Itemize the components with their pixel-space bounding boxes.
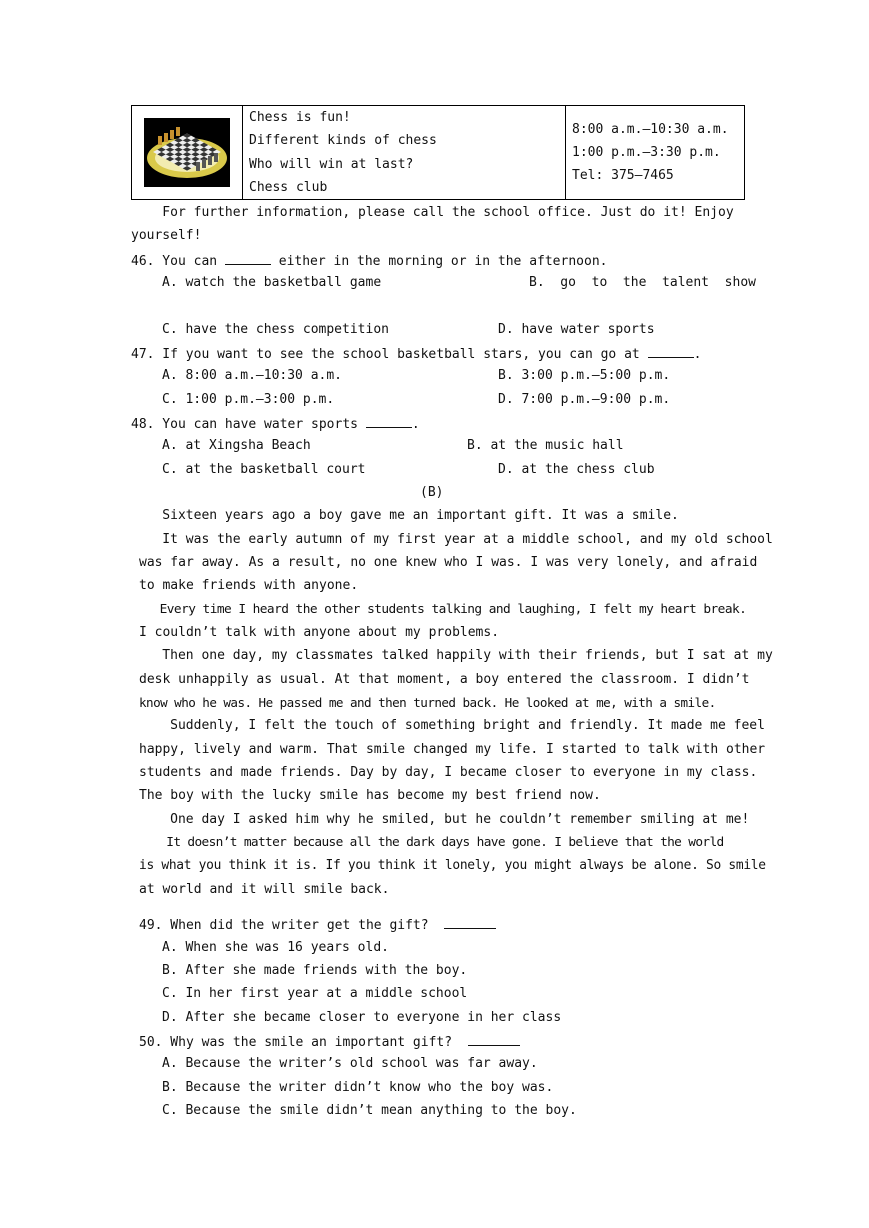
time-line-1: 8:00 a.m.—10:30 a.m. bbox=[572, 121, 729, 137]
q46-option-c: C. have the chess competition bbox=[162, 322, 389, 337]
q49-option-c: C. In her first year at a middle school bbox=[162, 986, 468, 1001]
q47-option-d: D. 7:00 p.m.—9:00 p.m. bbox=[498, 392, 671, 407]
q48-option-b: B. at the music hall bbox=[467, 438, 624, 453]
passage-line: Every time I heard the other students talking and laughing, I felt my heart break. bbox=[131, 602, 747, 617]
passage-line: Then one day, my classmates talked happily with their friends, but I sat at my bbox=[131, 648, 773, 663]
chess-board-image bbox=[144, 118, 230, 187]
passage-line: was far away. As a result, no one knew who I was. I was very lonely, and afraid bbox=[139, 555, 758, 570]
q48-option-c: C. at the basketball court bbox=[162, 462, 366, 477]
answer-blank-48 bbox=[366, 414, 412, 428]
q48-option-a: A. at Xingsha Beach bbox=[162, 438, 311, 453]
passage-line: at world and it will smile back. bbox=[139, 882, 390, 897]
question-49-stem: 49. When did the writer get the gift? bbox=[139, 918, 445, 933]
question-46 bbox=[131, 251, 607, 271]
passage-line: is what you think it is. If you think it lonely, you might always be alone. So smile bbox=[139, 858, 766, 873]
question-46-stem-start: 46. You can bbox=[131, 254, 225, 269]
club-line-1: Chess is fun! bbox=[249, 110, 351, 125]
passage-line: desk unhappily as usual. At that moment, a boy entered the classroom. I didn’t bbox=[139, 672, 750, 687]
club-line-2: Different kinds of chess bbox=[249, 133, 437, 149]
time-line-2: 1:00 p.m.—3:30 p.m. bbox=[572, 144, 721, 160]
passage-line: It was the early autumn of my first year at a middle school, and my old school bbox=[131, 532, 773, 547]
club-info-cell bbox=[243, 106, 566, 200]
passage-line: Sixteen years ago a boy gave me an important gift. It was a smile. bbox=[131, 508, 679, 523]
club-line-3: Who will win at last? bbox=[249, 156, 414, 172]
club-line-4: Chess club bbox=[249, 179, 328, 195]
q46-option-a: A. watch the basketball game bbox=[162, 275, 382, 290]
q49-option-a: A. When she was 16 years old. bbox=[162, 940, 389, 955]
q47-option-b: B. 3:00 p.m.—5:00 p.m. bbox=[498, 368, 671, 383]
q50-option-a: A. Because the writer’s old school was far away. bbox=[162, 1056, 538, 1071]
question-46-stem-end: either in the morning or in the afternoon. bbox=[270, 254, 608, 269]
phone-line: Tel: 375—7465 bbox=[572, 168, 674, 184]
intro-line-1: For further information, please call the school office. Just do it! Enjoy bbox=[131, 205, 734, 220]
question-50 bbox=[139, 1032, 520, 1052]
q48-option-d: D. at the chess club bbox=[498, 462, 655, 477]
q47-option-c: C. 1:00 p.m.—3:00 p.m. bbox=[162, 392, 335, 407]
time-info-cell bbox=[566, 106, 745, 200]
passage-line: One day I asked him why he smiled, but he couldn’t remember smiling at me! bbox=[131, 812, 750, 827]
answer-blank-49 bbox=[444, 915, 496, 929]
question-47-stem-start: 47. If you want to see the school basketball stars, you can go at bbox=[131, 347, 648, 362]
intro-line-2: yourself! bbox=[131, 228, 202, 243]
q49-option-d: D. After she became closer to everyone in her class bbox=[162, 1010, 562, 1025]
q50-option-c: C. Because the smile didn’t mean anything to the boy. bbox=[162, 1103, 577, 1118]
passage-line: I couldn’t talk with anyone about my problems. bbox=[139, 625, 500, 640]
passage-line: know who he was. He passed me and then turned back. He looked at me, with a smile. bbox=[139, 695, 716, 710]
chess-club-ad-table bbox=[131, 105, 745, 200]
passage-line: The boy with the lucky smile has become my best friend now. bbox=[139, 788, 601, 803]
passage-line: students and made friends. Day by day, I became closer to everyone in my class. bbox=[139, 765, 758, 780]
answer-blank-46 bbox=[225, 251, 271, 265]
q49-option-b: B. After she made friends with the boy. bbox=[162, 963, 468, 978]
question-48 bbox=[131, 414, 420, 434]
question-47-stem-end: . bbox=[693, 347, 702, 362]
q47-option-a: A. 8:00 a.m.—10:30 a.m. bbox=[162, 368, 343, 383]
question-49 bbox=[139, 915, 496, 935]
q46-option-d: D. have water sports bbox=[498, 322, 655, 337]
answer-blank-50 bbox=[468, 1032, 520, 1046]
question-50-stem: 50. Why was the smile an important gift? bbox=[139, 1035, 468, 1050]
answer-blank-47 bbox=[648, 344, 694, 358]
q46-option-b: B. go to the talent show bbox=[529, 275, 756, 290]
passage-line: to make friends with anyone. bbox=[139, 578, 359, 593]
section-b-title: (B) bbox=[420, 485, 444, 500]
passage-line: Suddenly, I felt the touch of something bright and friendly. It made me feel bbox=[131, 718, 765, 733]
image-cell bbox=[132, 106, 243, 200]
question-47 bbox=[131, 344, 701, 364]
question-48-stem-start: 48. You can have water sports bbox=[131, 417, 366, 432]
question-48-stem-end: . bbox=[411, 417, 420, 432]
passage-line: It doesn’t matter because all the dark days have gone. I believe that the world bbox=[131, 835, 724, 850]
q50-option-b: B. Because the writer didn’t know who the boy was. bbox=[162, 1080, 554, 1095]
passage-line: happy, lively and warm. That smile changed my life. I started to talk with other bbox=[139, 742, 766, 757]
